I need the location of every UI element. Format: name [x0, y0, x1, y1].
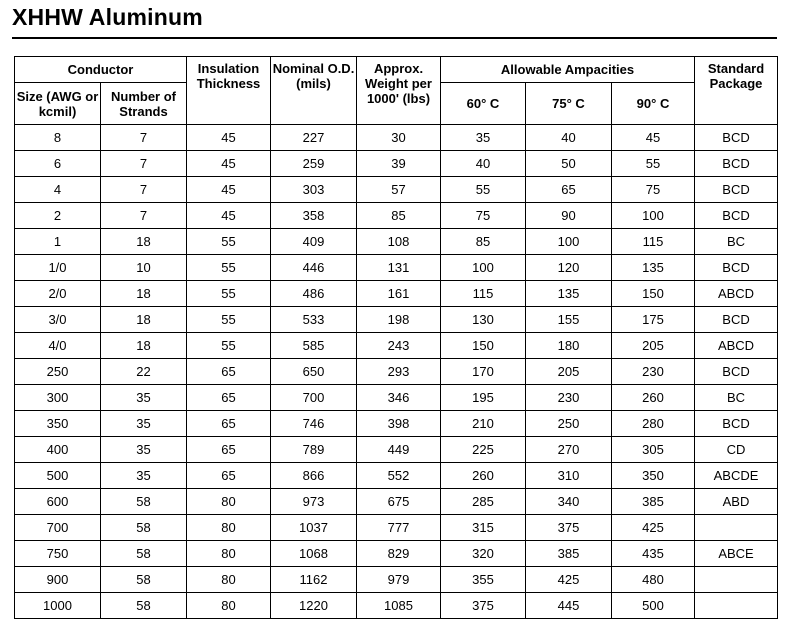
table-row: [15, 593, 778, 619]
title-underline: [12, 37, 777, 39]
cell-90c: 385: [612, 489, 695, 515]
cell-strands: 35: [101, 411, 187, 437]
cell-60c: 170: [441, 359, 526, 385]
table-row: [15, 307, 778, 333]
cell-od: 866: [271, 463, 357, 489]
cell-od: 446: [271, 255, 357, 281]
table-row: [15, 229, 778, 255]
cell-90c: 500: [612, 593, 695, 619]
table-row: [15, 177, 778, 203]
cell-75c: 135: [526, 281, 612, 307]
cell-weight: 552: [357, 463, 441, 489]
cell-60c: 85: [441, 229, 526, 255]
table-row: [15, 515, 778, 541]
cell-60c: 130: [441, 307, 526, 333]
cell-size: 600: [15, 489, 101, 515]
cell-75c: 385: [526, 541, 612, 567]
cell-insulation: 45: [187, 203, 271, 229]
cell-60c: 210: [441, 411, 526, 437]
cell-60c: 315: [441, 515, 526, 541]
cell-insulation: 55: [187, 333, 271, 359]
cell-weight: 979: [357, 567, 441, 593]
cell-strands: 58: [101, 489, 187, 515]
cell-90c: 205: [612, 333, 695, 359]
cell-package: ABCD: [695, 333, 778, 359]
cell-od: 650: [271, 359, 357, 385]
cell-75c: 340: [526, 489, 612, 515]
cell-75c: 205: [526, 359, 612, 385]
cell-75c: 50: [526, 151, 612, 177]
cell-size: 2/0: [15, 281, 101, 307]
cell-75c: 155: [526, 307, 612, 333]
table-row: [15, 385, 778, 411]
cell-od: 486: [271, 281, 357, 307]
cell-od: 227: [271, 125, 357, 151]
table-body: [15, 125, 778, 619]
cell-size: 500: [15, 463, 101, 489]
cell-90c: 350: [612, 463, 695, 489]
table-row: [15, 567, 778, 593]
table-row: [15, 151, 778, 177]
cell-insulation: 55: [187, 255, 271, 281]
cell-od: 700: [271, 385, 357, 411]
header-allowable-ampacities: Allowable Ampacities: [441, 57, 695, 83]
cell-size: 1: [15, 229, 101, 255]
cell-75c: 375: [526, 515, 612, 541]
cell-90c: 260: [612, 385, 695, 411]
cell-od: 1068: [271, 541, 357, 567]
cell-package: BCD: [695, 177, 778, 203]
cell-size: 4: [15, 177, 101, 203]
cell-od: 303: [271, 177, 357, 203]
cell-od: 585: [271, 333, 357, 359]
cell-od: 1037: [271, 515, 357, 541]
cell-package: [695, 567, 778, 593]
cell-insulation: 65: [187, 437, 271, 463]
cell-weight: 39: [357, 151, 441, 177]
cell-60c: 55: [441, 177, 526, 203]
table-row: [15, 359, 778, 385]
cell-75c: 425: [526, 567, 612, 593]
cell-insulation: 80: [187, 515, 271, 541]
cell-weight: 1085: [357, 593, 441, 619]
table-row: [15, 489, 778, 515]
cell-strands: 58: [101, 593, 187, 619]
cell-60c: 150: [441, 333, 526, 359]
cell-60c: 100: [441, 255, 526, 281]
cell-weight: 346: [357, 385, 441, 411]
table-row: [15, 281, 778, 307]
header-size: Size (AWG or kcmil): [15, 83, 101, 125]
cell-package: CD: [695, 437, 778, 463]
cell-60c: 225: [441, 437, 526, 463]
cell-od: 1162: [271, 567, 357, 593]
cell-weight: 57: [357, 177, 441, 203]
cell-90c: 55: [612, 151, 695, 177]
cell-60c: 260: [441, 463, 526, 489]
header-75c: 75° C: [526, 83, 612, 125]
cell-package: BC: [695, 229, 778, 255]
cell-od: 789: [271, 437, 357, 463]
header-60c: 60° C: [441, 83, 526, 125]
cell-package: ABCE: [695, 541, 778, 567]
cell-60c: 115: [441, 281, 526, 307]
cell-60c: 285: [441, 489, 526, 515]
cell-size: 6: [15, 151, 101, 177]
cell-insulation: 80: [187, 489, 271, 515]
header-standard-package: Standard Package: [695, 57, 778, 125]
table-row: [15, 411, 778, 437]
cell-weight: 161: [357, 281, 441, 307]
cell-weight: 398: [357, 411, 441, 437]
cell-90c: 425: [612, 515, 695, 541]
cell-90c: 305: [612, 437, 695, 463]
table-row: [15, 203, 778, 229]
cell-size: 250: [15, 359, 101, 385]
cell-strands: 58: [101, 541, 187, 567]
cell-weight: 85: [357, 203, 441, 229]
cell-size: 1/0: [15, 255, 101, 281]
cell-strands: 7: [101, 151, 187, 177]
cell-75c: 100: [526, 229, 612, 255]
cell-size: 8: [15, 125, 101, 151]
page-title: XHHW Aluminum: [12, 4, 203, 30]
cell-package: BCD: [695, 255, 778, 281]
cell-90c: 280: [612, 411, 695, 437]
cell-strands: 58: [101, 567, 187, 593]
cell-90c: 435: [612, 541, 695, 567]
cell-75c: 230: [526, 385, 612, 411]
cell-60c: 40: [441, 151, 526, 177]
cell-90c: 75: [612, 177, 695, 203]
cell-90c: 115: [612, 229, 695, 255]
cell-75c: 270: [526, 437, 612, 463]
cell-od: 1220: [271, 593, 357, 619]
cell-package: BC: [695, 385, 778, 411]
header-number-of-strands: Number of Strands: [101, 83, 187, 125]
cell-od: 409: [271, 229, 357, 255]
cell-insulation: 80: [187, 541, 271, 567]
cell-strands: 7: [101, 203, 187, 229]
cell-60c: 35: [441, 125, 526, 151]
cell-60c: 75: [441, 203, 526, 229]
cell-insulation: 45: [187, 125, 271, 151]
cell-strands: 10: [101, 255, 187, 281]
cell-90c: 175: [612, 307, 695, 333]
cell-size: 400: [15, 437, 101, 463]
cell-insulation: 65: [187, 411, 271, 437]
cell-package: BCD: [695, 151, 778, 177]
cell-insulation: 45: [187, 151, 271, 177]
table-row: [15, 255, 778, 281]
cell-insulation: 55: [187, 281, 271, 307]
cell-strands: 22: [101, 359, 187, 385]
cell-90c: 150: [612, 281, 695, 307]
cell-60c: 320: [441, 541, 526, 567]
cell-package: BCD: [695, 411, 778, 437]
cell-size: 750: [15, 541, 101, 567]
cell-package: BCD: [695, 125, 778, 151]
xhhw-aluminum-table: [14, 56, 778, 619]
cell-90c: 100: [612, 203, 695, 229]
table-row: [15, 463, 778, 489]
cell-90c: 45: [612, 125, 695, 151]
cell-weight: 449: [357, 437, 441, 463]
cell-size: 900: [15, 567, 101, 593]
cell-75c: 445: [526, 593, 612, 619]
table-row: [15, 333, 778, 359]
cell-size: 300: [15, 385, 101, 411]
cell-od: 973: [271, 489, 357, 515]
cell-od: 746: [271, 411, 357, 437]
cell-90c: 230: [612, 359, 695, 385]
cell-60c: 375: [441, 593, 526, 619]
cell-60c: 195: [441, 385, 526, 411]
cell-size: 1000: [15, 593, 101, 619]
cell-strands: 18: [101, 281, 187, 307]
header-nominal-od: Nominal O.D. (mils): [271, 57, 357, 125]
cell-insulation: 65: [187, 463, 271, 489]
cell-75c: 40: [526, 125, 612, 151]
cell-insulation: 65: [187, 385, 271, 411]
cell-package: ABCDE: [695, 463, 778, 489]
cell-weight: 675: [357, 489, 441, 515]
header-90c: 90° C: [612, 83, 695, 125]
cell-weight: 293: [357, 359, 441, 385]
cell-90c: 480: [612, 567, 695, 593]
cell-75c: 180: [526, 333, 612, 359]
cell-60c: 355: [441, 567, 526, 593]
cell-package: BCD: [695, 359, 778, 385]
cell-package: [695, 515, 778, 541]
cell-strands: 7: [101, 177, 187, 203]
cell-package: [695, 593, 778, 619]
cell-insulation: 80: [187, 593, 271, 619]
cell-size: 3/0: [15, 307, 101, 333]
cell-weight: 829: [357, 541, 441, 567]
cell-strands: 18: [101, 333, 187, 359]
cell-insulation: 45: [187, 177, 271, 203]
cell-od: 533: [271, 307, 357, 333]
cell-strands: 58: [101, 515, 187, 541]
cell-insulation: 80: [187, 567, 271, 593]
cell-75c: 65: [526, 177, 612, 203]
table-row: [15, 125, 778, 151]
cell-75c: 120: [526, 255, 612, 281]
cell-weight: 131: [357, 255, 441, 281]
cell-weight: 108: [357, 229, 441, 255]
cell-strands: 7: [101, 125, 187, 151]
cell-od: 358: [271, 203, 357, 229]
cell-weight: 198: [357, 307, 441, 333]
cell-size: 4/0: [15, 333, 101, 359]
cell-od: 259: [271, 151, 357, 177]
cell-package: ABD: [695, 489, 778, 515]
cell-90c: 135: [612, 255, 695, 281]
header-approx-weight: Approx. Weight per 1000' (lbs): [357, 57, 441, 125]
cell-size: 2: [15, 203, 101, 229]
cell-weight: 30: [357, 125, 441, 151]
cell-size: 350: [15, 411, 101, 437]
header-insulation-thickness: Insulation Thickness: [187, 57, 271, 125]
table-row: [15, 541, 778, 567]
cell-package: BCD: [695, 307, 778, 333]
cell-75c: 250: [526, 411, 612, 437]
cell-strands: 35: [101, 463, 187, 489]
cell-strands: 35: [101, 437, 187, 463]
cell-insulation: 65: [187, 359, 271, 385]
cell-strands: 18: [101, 307, 187, 333]
header-conductor: Conductor: [15, 57, 187, 83]
cell-package: ABCD: [695, 281, 778, 307]
table-row: [15, 437, 778, 463]
cell-package: BCD: [695, 203, 778, 229]
cell-weight: 777: [357, 515, 441, 541]
cell-insulation: 55: [187, 307, 271, 333]
cell-strands: 35: [101, 385, 187, 411]
cell-weight: 243: [357, 333, 441, 359]
cell-75c: 90: [526, 203, 612, 229]
cell-strands: 18: [101, 229, 187, 255]
cell-75c: 310: [526, 463, 612, 489]
cell-insulation: 55: [187, 229, 271, 255]
cell-size: 700: [15, 515, 101, 541]
